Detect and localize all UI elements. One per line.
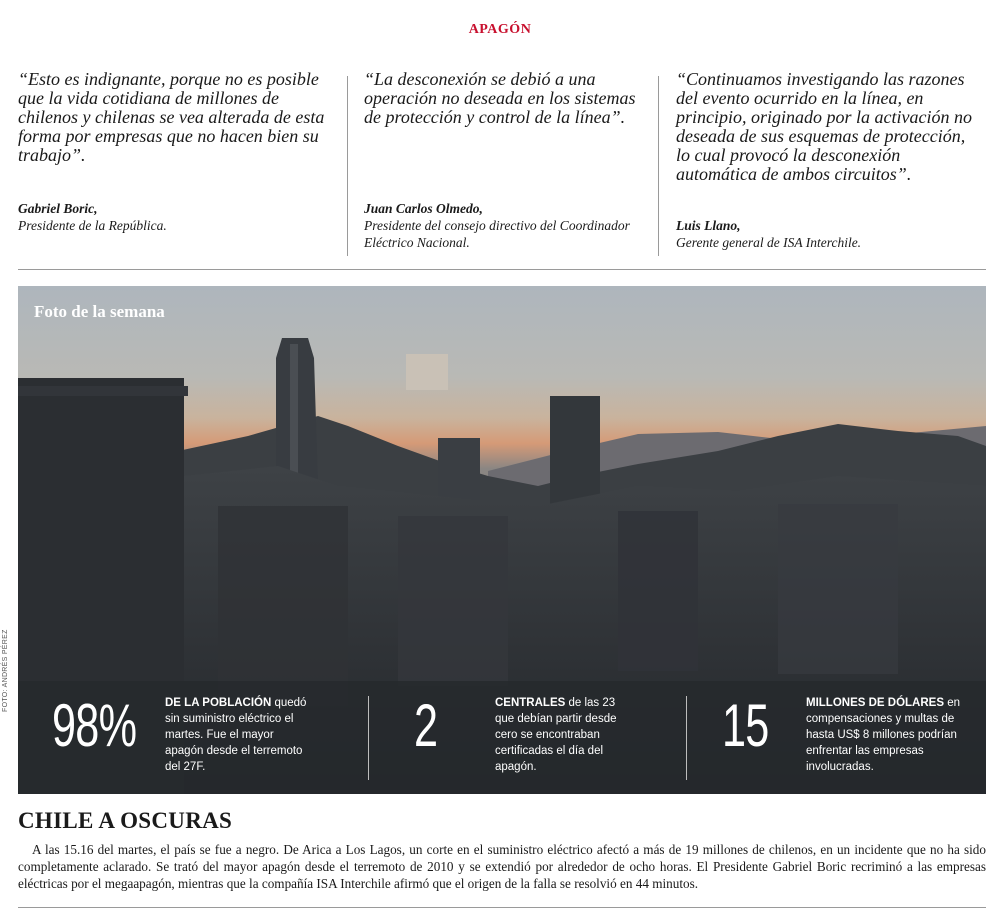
quote-role: Presidente de la República. bbox=[18, 218, 167, 233]
quote-role: Presidente del consejo directivo del Coordinador Eléctrico Nacional. bbox=[364, 218, 630, 250]
stat-body: de las 23 que debían partir desde cero se encontraban certificadas el día del apagón. bbox=[495, 697, 617, 773]
horizontal-rule bbox=[18, 907, 986, 908]
quote-author: Luis Llano, bbox=[676, 218, 741, 233]
section-label: APAGÓN bbox=[468, 22, 532, 37]
article-body: A las 15.16 del martes, el país se fue a negro. De Arica a Los Lagos, un corte en el suministro eléctrico afectó a más de 19 millones de chilenos, en un incidente que no ha sido completamente aclarado. Se trató del mayor apagón desde el terremoto de 2010 y se extendió por alrededor de ocho horas. El Presidente Gabriel Boric recriminó a las empresas eléctricas por el megaapagón, mientras que la compañía ISA Interchile afirmó que el origen de la falla se resolvió en 44 minutos. bbox=[18, 842, 986, 891]
photo-credit: FOTO: ANDRÉS PÉREZ bbox=[2, 629, 9, 712]
article-headline: CHILE A OSCURAS bbox=[18, 808, 233, 833]
quotes-row bbox=[18, 70, 982, 260]
photo-title: Foto de la semana bbox=[34, 302, 165, 321]
quote-author: Juan Carlos Olmedo, bbox=[364, 201, 483, 216]
quote-text: “Esto es indignante, porque no es posible que la vida cotidiana de millones de chilenos y chilenas se vea alterada de esta forma por empresas que no hacen bien su trabajo”. bbox=[18, 69, 325, 165]
stat-divider bbox=[686, 696, 687, 780]
stat-lead: CENTRALES bbox=[495, 697, 566, 709]
column-divider bbox=[658, 76, 659, 256]
stat-number: 98% bbox=[52, 692, 137, 759]
quote-llano bbox=[676, 70, 982, 255]
stat-description bbox=[495, 695, 637, 775]
quote-text: “Continuamos investigando las razones del evento ocurrido en la línea, en principio, originado por la activación no deseada de sus esquemas de protección, lo cual provocó la desconexión automática de ambos circuitos”. bbox=[676, 69, 972, 184]
stat-lead: DE LA POBLACIÓN bbox=[165, 697, 272, 709]
column-divider bbox=[347, 76, 348, 256]
stat-body: en compensaciones y multas de hasta US$ 8 millones podrían enfrentar las empresas involucradas. bbox=[806, 697, 961, 773]
stat-description bbox=[806, 695, 966, 775]
quote-author: Gabriel Boric, bbox=[18, 201, 98, 216]
quote-text: “La desconexión se debió a una operación no deseada en los sistemas de protección y control de la línea”. bbox=[364, 69, 636, 127]
quote-boric bbox=[18, 70, 338, 255]
stat-number: 2 bbox=[414, 692, 438, 759]
horizontal-rule bbox=[18, 269, 986, 270]
stat-description bbox=[165, 695, 315, 775]
quote-olmedo bbox=[364, 70, 654, 255]
stat-number: 15 bbox=[722, 692, 769, 759]
stat-divider bbox=[368, 696, 369, 780]
photo-of-the-week bbox=[18, 286, 986, 794]
stat-lead: MILLONES DE DÓLARES bbox=[806, 697, 945, 709]
quote-role: Gerente general de ISA Interchile. bbox=[676, 235, 862, 250]
stat-body: quedó sin suministro eléctrico el martes. Fue el mayor apagón desde el terremoto del 27F. bbox=[165, 697, 307, 773]
